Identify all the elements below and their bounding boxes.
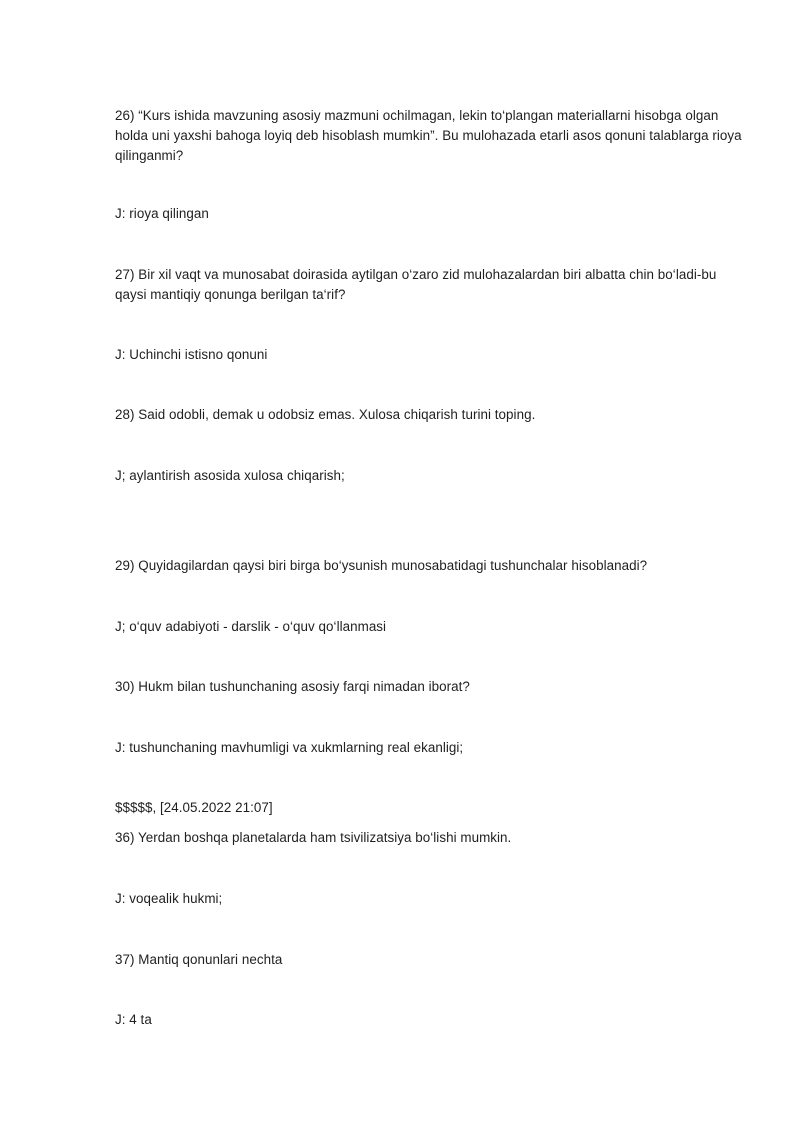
question-27: 27) Bir xil vaqt va munosabat doirasida aytilgan o‘zaro zid mulohazalardan biri albatta chin bo‘ladi-bu qaysi mantiqiy qonunga berilgan ta‘rif? (115, 267, 717, 302)
question-26: 26) “Kurs ishida mavzuning asosiy mazmuni ochilmagan, lekin to‘plangan materiallarni hisobga olgan holda uni yaxshi bahoga loyiq deb hisoblash mumkin”. Bu mulohazada etarli asos qonuni talablarga rioya qilinganmi? (115, 108, 742, 163)
question-28: 28) Said odobli, demak u odobsiz emas. Xulosa chiqarish turini toping. (115, 407, 536, 422)
answer-30: J: tushunchaning mavhumligi va xukmlarning real ekanligi; (115, 740, 464, 755)
answer-36: J: voqealik hukmi; (115, 891, 223, 906)
answer-28: J; aylantirish asosida xulosa chiqarish; (115, 468, 345, 483)
message-timestamp: $$$$$, [24.05.2022 21:07] (115, 800, 273, 815)
answer-26: J: rioya qilingan (115, 206, 209, 221)
question-36: 36) Yerdan boshqa planetalarda ham tsivilizatsiya bo‘lishi mumkin. (115, 830, 512, 845)
answer-27: J: Uchinchi istisno qonuni (115, 347, 268, 362)
question-29: 29) Quyidagilardan qaysi biri birga bo‘ysunish munosabatidagi tushunchalar hisoblanadi? (115, 558, 648, 573)
answer-29: J; o‘quv adabiyoti - darslik - o‘quv qo‘llanmasi (115, 619, 387, 634)
question-30: 30) Hukm bilan tushunchaning asosiy farqi nimadan iborat? (115, 679, 470, 694)
answer-37: J: 4 ta (115, 1012, 152, 1027)
question-37: 37) Mantiq qonunlari nechta (115, 952, 283, 967)
